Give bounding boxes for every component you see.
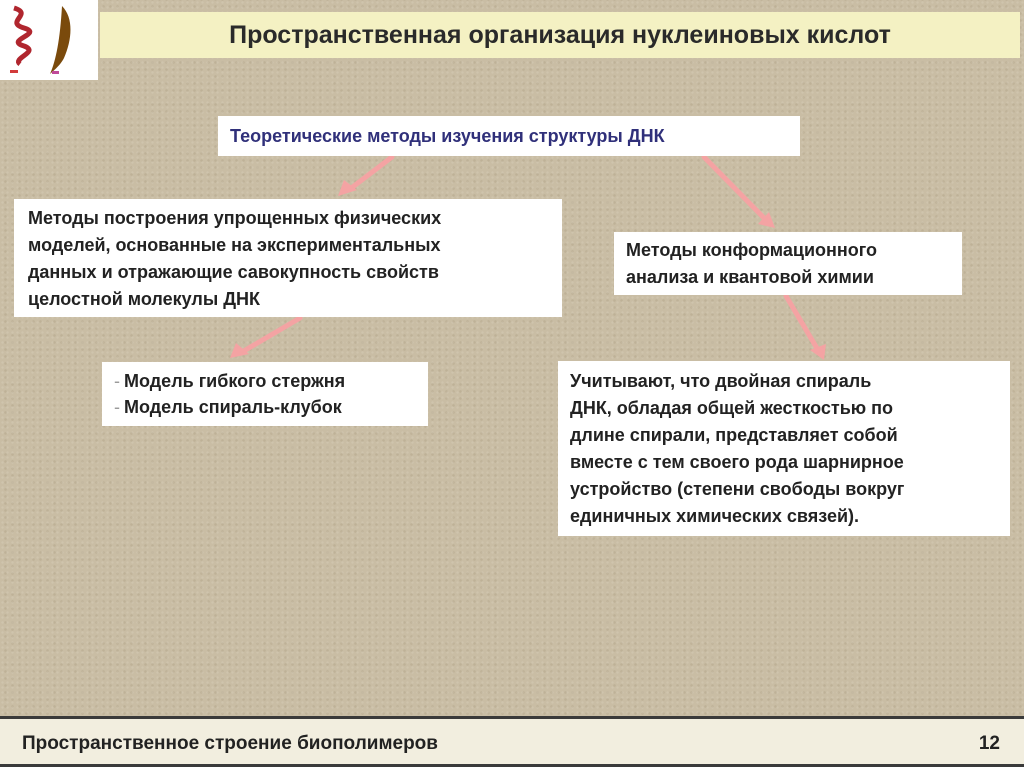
model-item-label: Модель спираль-клубок — [124, 397, 342, 417]
footer-bar — [0, 716, 1024, 767]
arrowhead-right — [758, 212, 775, 228]
arrowhead-models — [230, 343, 249, 358]
description-line: Учитывают, что двойная спираль — [570, 371, 872, 391]
physical-models-line: моделей, основанные на экспериментальных — [28, 235, 441, 255]
page-title: Пространственная организация нуклеиновых кислот — [100, 12, 1020, 58]
arrow-root-to-left — [350, 157, 392, 189]
physical-models-line: целостной молекулы ДНК — [28, 289, 261, 309]
arrow-root-to-right — [704, 157, 766, 220]
list-item — [114, 394, 416, 420]
conformational-analysis-box — [614, 232, 962, 295]
description-line: ДНК, обладая общей жесткостью по — [570, 398, 894, 418]
physical-models-line: данных и отражающие савокупность свойств — [28, 262, 439, 282]
description-line: длине спирали, представляет собой — [570, 425, 898, 445]
physical-models-line: Методы построения упрощенных физических — [28, 208, 442, 228]
conformational-analysis-line: анализа и квантовой химии — [626, 267, 874, 287]
root-methods-box — [218, 116, 800, 156]
arrow-right-to-desc — [786, 296, 818, 350]
bullet-dash: - — [114, 371, 120, 391]
description-line: единичных химических связей). — [570, 506, 860, 526]
models-list-box — [102, 362, 428, 426]
description-line: устройство (степени свободы вокруг — [570, 479, 905, 499]
dna-helix-icon — [0, 0, 98, 80]
arrowhead-desc — [810, 344, 826, 360]
conformational-analysis-line: Методы конформационного — [626, 240, 878, 260]
bullet-dash: - — [114, 397, 120, 417]
arrow-left-to-models — [242, 318, 300, 352]
logo — [0, 0, 98, 80]
footer-subject: Пространственное строение биополимеров — [22, 733, 438, 754]
model-item-label: Модель гибкого стержня — [124, 371, 346, 391]
description-line: вместе с тем своего рода шарнирное — [570, 452, 904, 472]
page-number: 12 — [978, 733, 1000, 754]
arrowhead-left — [338, 180, 357, 196]
description-box — [558, 361, 1010, 536]
list-item — [114, 368, 416, 394]
physical-models-box — [14, 199, 562, 317]
root-methods-label: Теоретические методы изучения структуры ДНК — [230, 126, 665, 146]
